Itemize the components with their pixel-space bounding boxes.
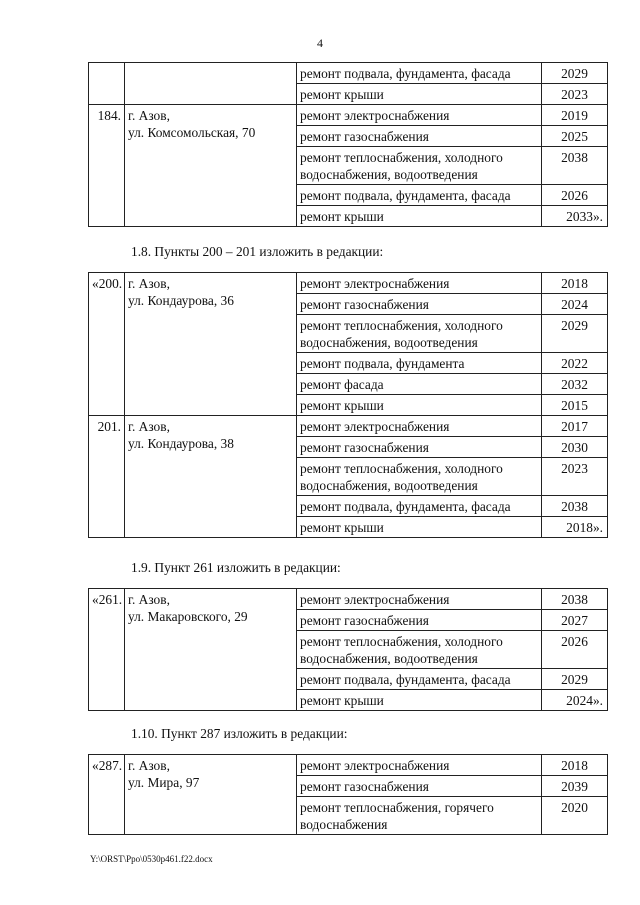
work-cell: ремонт подвала, фундамента, фасада	[297, 496, 542, 517]
year-cell: 2029	[542, 669, 608, 690]
address-city: г. Азов,	[128, 108, 170, 123]
work-cell: ремонт теплоснабжения, холодного водоснабжения, водоотведения	[297, 631, 542, 669]
year-cell: 2018	[542, 755, 608, 776]
work-cell: ремонт электроснабжения	[297, 589, 542, 610]
year-cell: 2029	[542, 63, 608, 84]
year-cell: 2027	[542, 610, 608, 631]
year-cell: 2026	[542, 185, 608, 206]
year-cell: 2032	[542, 374, 608, 395]
paragraph-1-8: 1.8. Пункты 200 – 201 изложить в редакции:	[131, 244, 384, 259]
work-cell: ремонт теплоснабжения, горячего водоснабжения	[297, 797, 542, 835]
year-cell: 2024».	[542, 690, 608, 711]
work-cell: ремонт подвала, фундамента	[297, 353, 542, 374]
address-city: г. Азов,	[128, 758, 170, 773]
address-street: ул. Макаровского, 29	[128, 609, 248, 624]
item-number: «200.	[89, 273, 125, 416]
address-street: ул. Мира, 97	[128, 775, 200, 790]
work-cell: ремонт крыши	[297, 206, 542, 227]
address-city: г. Азов,	[128, 276, 170, 291]
work-cell: ремонт газоснабжения	[297, 776, 542, 797]
work-cell: ремонт крыши	[297, 84, 542, 105]
year-cell: 2038	[542, 496, 608, 517]
work-cell: ремонт теплоснабжения, холодного водоснабжения, водоотведения	[297, 147, 542, 185]
item-number: «261.	[89, 589, 125, 711]
work-cell: ремонт газоснабжения	[297, 437, 542, 458]
year-cell: 2024	[542, 294, 608, 315]
year-cell: 2019	[542, 105, 608, 126]
work-cell: ремонт подвала, фундамента, фасада	[297, 185, 542, 206]
table-row	[89, 273, 608, 294]
work-cell: ремонт электроснабжения	[297, 105, 542, 126]
work-cell: ремонт крыши	[297, 395, 542, 416]
work-cell: ремонт подвала, фундамента, фасада	[297, 63, 542, 84]
table-row	[89, 416, 608, 437]
year-cell: 2023	[542, 84, 608, 105]
address-street: ул. Комсомольская, 70	[128, 125, 256, 140]
table-row	[89, 63, 608, 84]
table-row	[89, 105, 608, 126]
address-cell	[125, 273, 297, 416]
year-cell: 2018».	[542, 517, 608, 538]
address-cell	[125, 589, 297, 711]
table-row	[89, 755, 608, 776]
work-cell: ремонт газоснабжения	[297, 294, 542, 315]
paragraph-1-10: 1.10. Пункт 287 изложить в редакции:	[131, 726, 348, 741]
address-cell	[125, 416, 297, 538]
address-city: г. Азов,	[128, 419, 170, 434]
year-cell: 2025	[542, 126, 608, 147]
work-cell: ремонт подвала, фундамента, фасада	[297, 669, 542, 690]
work-cell: ремонт электроснабжения	[297, 755, 542, 776]
year-cell: 2033».	[542, 206, 608, 227]
year-cell: 2020	[542, 797, 608, 835]
table-item-261	[88, 588, 608, 711]
work-cell: ремонт газоснабжения	[297, 126, 542, 147]
work-cell: ремонт крыши	[297, 690, 542, 711]
item-number: «287.	[89, 755, 125, 835]
year-cell: 2038	[542, 589, 608, 610]
page-number: 4	[317, 36, 323, 50]
table-item-287	[88, 754, 608, 835]
address-cell	[125, 105, 297, 227]
footer-file-path: Y:\ORST\Ppo\0530p461.f22.docx	[90, 854, 213, 864]
work-cell: ремонт электроснабжения	[297, 416, 542, 437]
work-cell: ремонт газоснабжения	[297, 610, 542, 631]
year-cell: 2029	[542, 315, 608, 353]
year-cell: 2015	[542, 395, 608, 416]
year-cell: 2022	[542, 353, 608, 374]
paragraph-1-9: 1.9. Пункт 261 изложить в редакции:	[131, 560, 341, 575]
address-street: ул. Кондаурова, 36	[128, 293, 234, 308]
work-cell: ремонт фасада	[297, 374, 542, 395]
work-cell: ремонт электроснабжения	[297, 273, 542, 294]
table-continuation-184	[88, 62, 608, 227]
table-items-200-201	[88, 272, 608, 538]
year-cell: 2017	[542, 416, 608, 437]
item-number: 201.	[89, 416, 125, 538]
year-cell: 2023	[542, 458, 608, 496]
address-street: ул. Кондаурова, 38	[128, 436, 234, 451]
year-cell: 2018	[542, 273, 608, 294]
address-city: г. Азов,	[128, 592, 170, 607]
year-cell: 2039	[542, 776, 608, 797]
work-cell: ремонт теплоснабжения, холодного водоснабжения, водоотведения	[297, 458, 542, 496]
year-cell: 2030	[542, 437, 608, 458]
year-cell: 2026	[542, 631, 608, 669]
year-cell: 2038	[542, 147, 608, 185]
item-number: 184.	[89, 105, 125, 227]
work-cell: ремонт теплоснабжения, холодного водоснабжения, водоотведения	[297, 315, 542, 353]
work-cell: ремонт крыши	[297, 517, 542, 538]
address-cell	[125, 755, 297, 835]
table-row	[89, 589, 608, 610]
